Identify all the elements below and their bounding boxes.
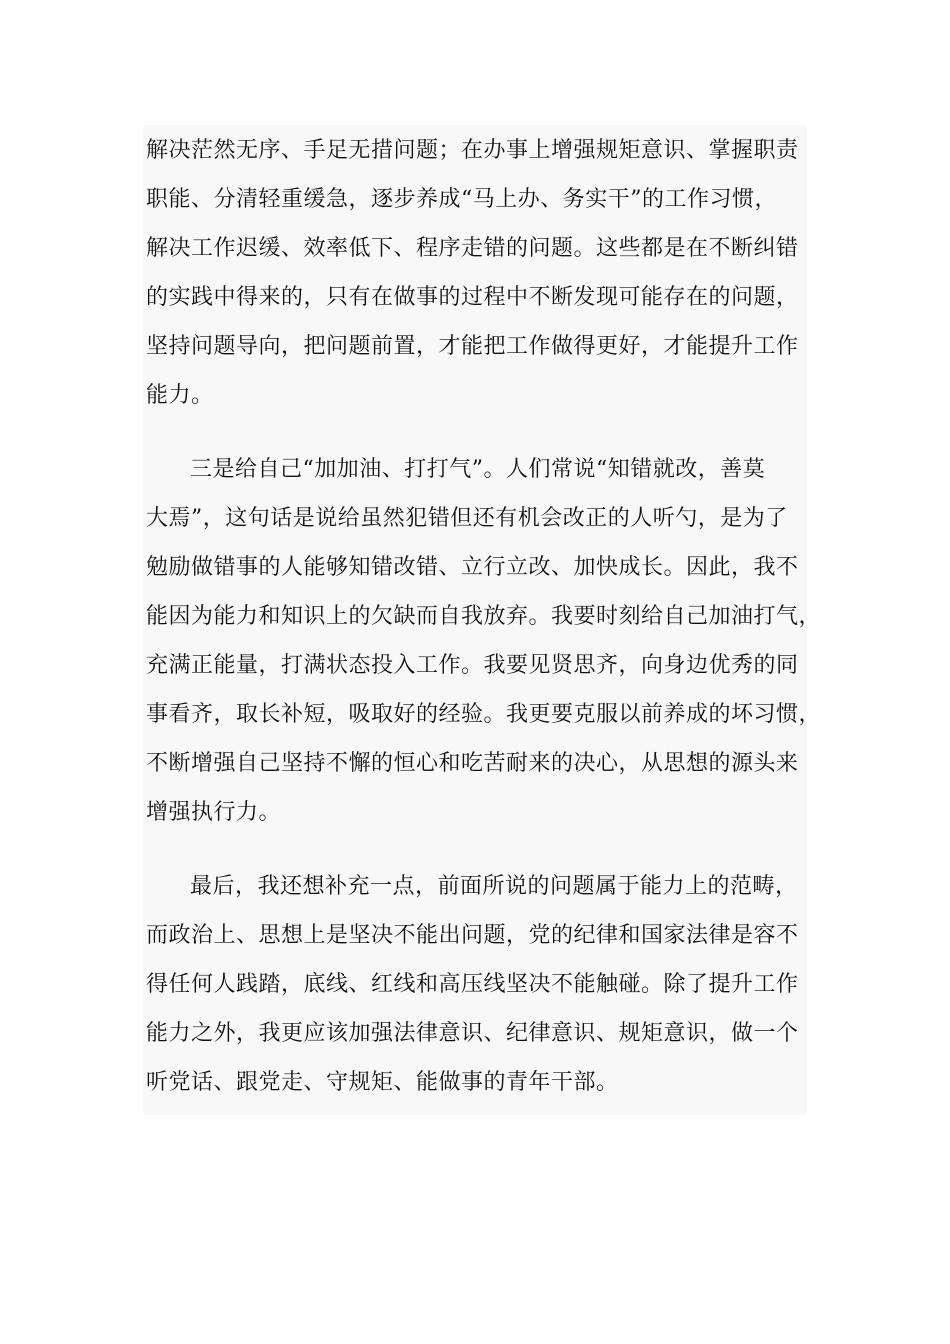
paragraph-1-line-5: 坚持问题导向，把问题前置，才能把工作做得更好，才能提升工作 bbox=[146, 334, 799, 359]
document-body bbox=[143, 125, 822, 1115]
paragraph-3-line-4: 能力之外，我更应该加强法律意识、纪律意识、规矩意识，做一个 bbox=[146, 1021, 799, 1046]
paragraph-2-line-6: 事看齐，取长补短，吸取好的经验。我更要克服以前养成的坏习惯， bbox=[146, 702, 822, 727]
paragraph-2-line-4: 能因为能力和知识上的欠缺而自我放弃。我要时刻给自己加油打气， bbox=[146, 604, 822, 629]
paragraph-3-line-1: 最后，我还想补充一点，前面所说的问题属于能力上的范畴， bbox=[190, 874, 798, 899]
paragraph-2-line-7: 不断增强自己坚持不懈的恒心和吃苦耐来的决心，从思想的源头来 bbox=[146, 751, 799, 776]
paragraph-1-line-3: 解决工作迟缓、效率低下、程序走错的问题。这些都是在不断纠错 bbox=[146, 236, 799, 261]
paragraph-1-line-4: 的实践中得来的，只有在做事的过程中不断发现可能存在的问题， bbox=[146, 285, 799, 310]
paragraph-3-line-5: 听党话、跟党走、守规矩、能做事的青年干部。 bbox=[146, 1070, 619, 1095]
paragraph-2-line-2: 大焉”，这句话是说给虽然犯错但还有机会改正的人听勺，是为了 bbox=[146, 506, 788, 531]
paragraph-2-line-3: 勉励做错事的人能够知错改错、立行立改、加快成长。因此，我不 bbox=[146, 555, 799, 580]
paragraph-1-line-2: 职能、分清轻重缓急，逐步养成“马上办、务实干”的工作习惯， bbox=[146, 187, 777, 212]
paragraph-2-line-1: 三是给自己“加加油、打打气”。人们常说“知错就改，善莫 bbox=[190, 457, 766, 482]
paragraph-1-line-1: 解决茫然无序、手足无措问题；在办事上增强规矩意识、掌握职责 bbox=[146, 138, 799, 163]
paragraph-2-line-8: 增强执行力。 bbox=[146, 800, 282, 825]
paragraph-3-line-2: 而政治上、思想上是坚决不能出问题，党的纪律和国家法律是容不 bbox=[146, 923, 799, 948]
paragraph-2-line-5: 充满正能量，打满状态投入工作。我要见贤思齐，向身边优秀的同 bbox=[146, 653, 799, 678]
paragraph-3-line-3: 得任何人践踏，底线、红线和高压线坚决不能触碰。除了提升工作 bbox=[146, 972, 799, 997]
paragraph-1-line-6: 能力。 bbox=[146, 383, 214, 408]
